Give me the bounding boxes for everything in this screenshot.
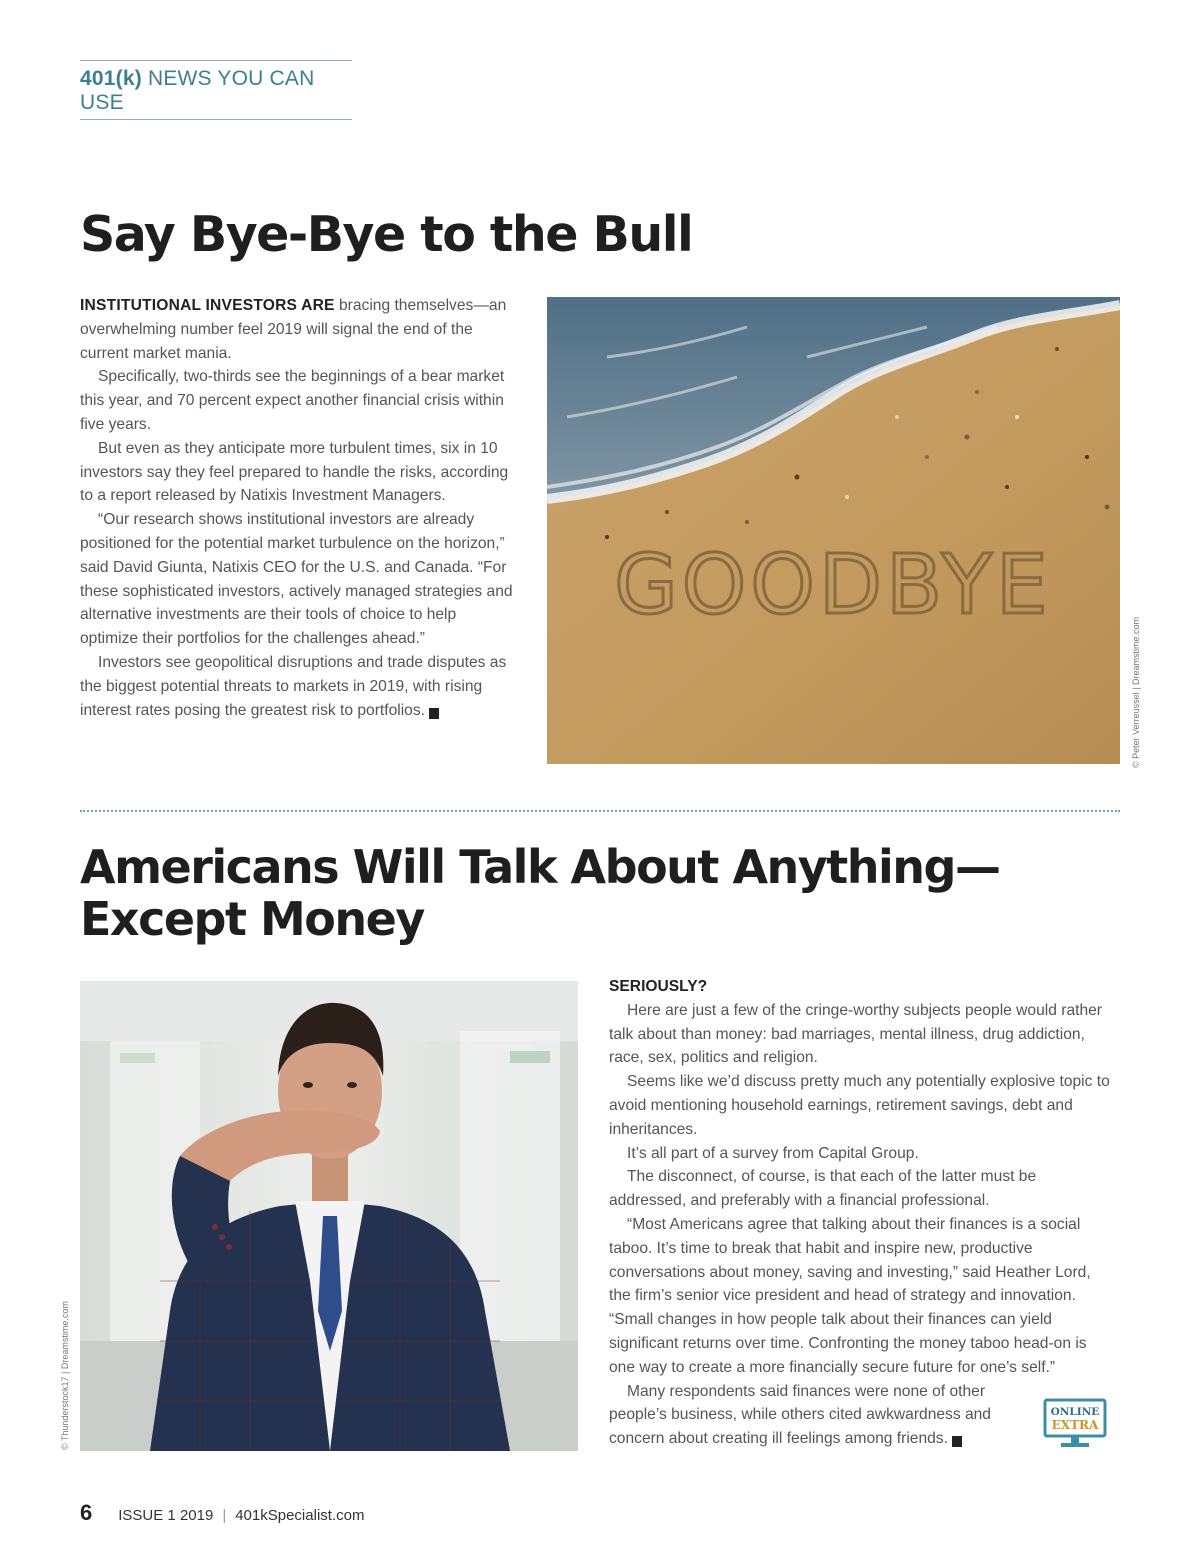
section-tag-text: NEWS YOU CAN USE xyxy=(80,67,315,114)
article2-kicker: SERIOUSLY? xyxy=(609,978,708,995)
article1-lead-caps: INSTITUTIONAL INVESTORS ARE xyxy=(80,297,335,314)
article2-paragraph: Seems like we’d discuss pretty much any potentially explosive topic to avoid mentioning household earnings, retirement savings, debt and inheritances. xyxy=(609,1073,1110,1138)
issue-label: ISSUE 1 2019 xyxy=(118,1507,214,1524)
article1-paragraph: But even as they anticipate more turbulent times, six in 10 investors say they feel prepared to handle the risks, according to a report released by Natixis Investment Managers. xyxy=(80,439,509,505)
article2-paragraph: “Most Americans agree that talking about their finances is a social taboo. It’s time to break that habit and inspire new, productive conversations about money, saving and investing,” said Heather Lord, the firm’s senior vice president and head of strategy and innovation. “Small changes in how people talk about their finances can yield significant returns over time. Confronting the money taboo head-on is one way to create a more financially secure future for one’s self.” xyxy=(609,1215,1091,1376)
article1-paragraph: “Our research shows institutional investors are already positioned for the potential market turbulence on the horizon,” said David Giunta, Natixis CEO for the U.S. and Canada. “For these sophisticated investors, actively managed strategies and alternative investments are their tools of choice to help optimize their portfolios for the challenges ahead.” xyxy=(80,511,513,648)
section-tag xyxy=(80,60,352,120)
article1-lead xyxy=(80,294,518,365)
article2-title xyxy=(80,842,1080,945)
article2-paragraph: Here are just a few of the cringe-worthy subjects people would rather talk about than money: bad marriages, mental illness, drug addiction, race, sex, politics and religion. xyxy=(609,1001,1102,1067)
footer-separator: | xyxy=(222,1507,227,1524)
article1-paragraph: Investors see geopolitical disruptions and trade disputes as the biggest potential threats to markets in 2019, with rising interest rates posing the greatest risk to portfolios. xyxy=(80,653,507,719)
businessman-covering-mouth-photo xyxy=(80,981,578,1451)
article1-title: Say Bye-Bye to the Bull xyxy=(80,206,693,263)
page-footer xyxy=(80,1500,364,1526)
photo-credit: © Thunderstock17 | Dreamstime.com xyxy=(60,1301,70,1450)
page-number: 6 xyxy=(80,1500,93,1525)
section-divider xyxy=(80,810,1120,812)
article2-title-line2: Except Money xyxy=(80,891,424,946)
article2-paragraph: Many respondents said finances were none of other people’s business, while others cited awkwardness and concern about creating ill feelings among friends. xyxy=(609,1382,991,1448)
section-tag-bold: 401(k) xyxy=(80,67,142,90)
article1-body xyxy=(80,294,518,722)
article1-paragraph-last xyxy=(80,651,518,722)
beach-illustration xyxy=(547,297,1120,764)
article2-body xyxy=(609,975,1113,1451)
end-mark-icon: K xyxy=(429,708,439,719)
beach-goodbye-photo xyxy=(547,297,1120,764)
article2-title-line1: Americans Will Talk About Anything— xyxy=(80,840,1000,894)
article1-lead-rest: bracing themselves—an overwhelming number feel 2019 will signal the end of the current market mania. xyxy=(80,297,507,362)
monitor-icon xyxy=(1043,1398,1107,1450)
online-extra-badge[interactable] xyxy=(1043,1398,1107,1450)
site-link[interactable]: 401kSpecialist.com xyxy=(235,1507,365,1524)
online-extra-line2: EXTRA xyxy=(1051,1418,1099,1432)
goodbye-sand-text: GOODBYE xyxy=(614,538,1052,633)
businessman-illustration xyxy=(80,981,578,1451)
article2-paragraph: It’s all part of a survey from Capital Group. xyxy=(627,1144,919,1162)
article2-paragraph: The disconnect, of course, is that each of the latter must be addressed, and preferably with a financial professional. xyxy=(609,1168,1037,1210)
photo-credit: © Peter Verreussel | Dreamstime.com xyxy=(1131,616,1141,768)
article2-paragraph-last xyxy=(609,1380,1113,1451)
article1-paragraph: Specifically, two-thirds see the beginnings of a bear market this year, and 70 percent expect another financial crisis within five years. xyxy=(80,368,505,433)
end-mark-icon: K xyxy=(952,1436,962,1447)
online-extra-line1: ONLINE xyxy=(1050,1406,1100,1418)
